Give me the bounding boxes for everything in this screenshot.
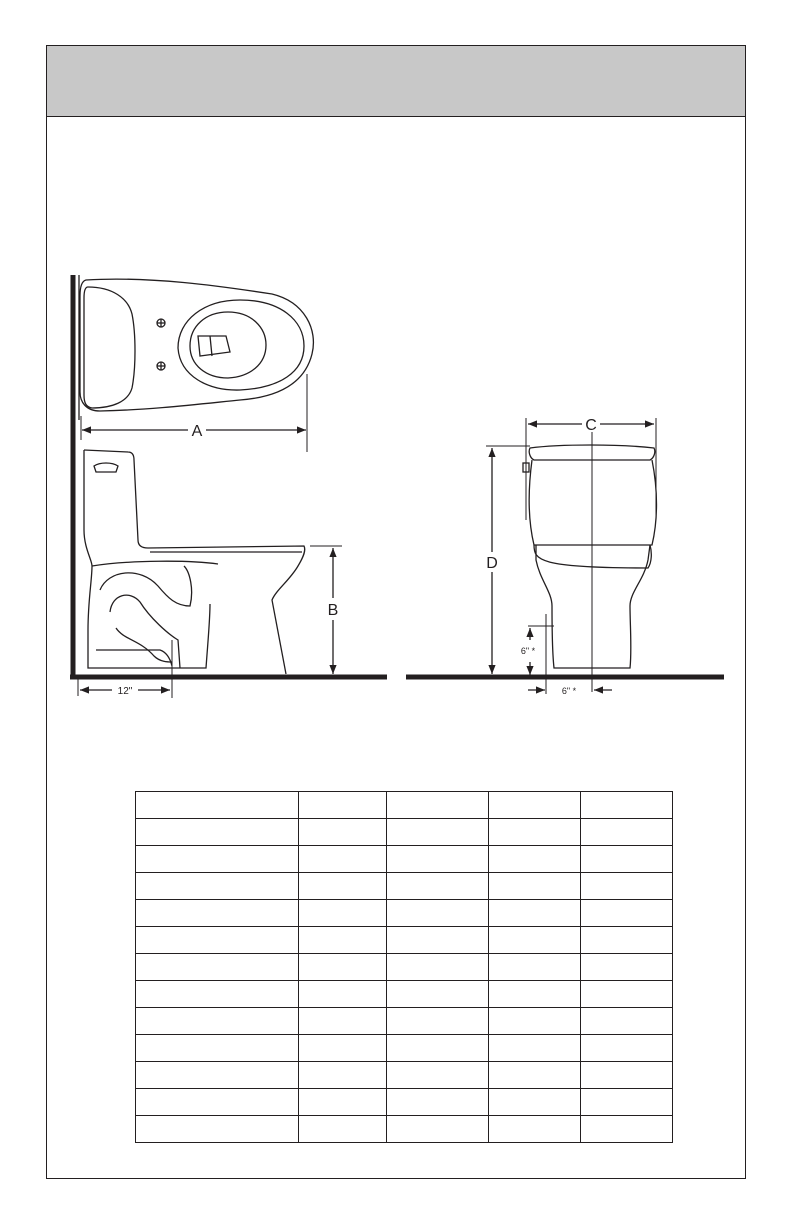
table-cell [387,1062,489,1089]
table-cell [387,846,489,873]
table-cell [581,819,673,846]
table-cell [136,792,299,819]
tank-front [529,460,656,545]
table-cell [136,927,299,954]
table-cell [387,900,489,927]
table-cell [136,1035,299,1062]
table-cell [299,981,387,1008]
flush-lever-icon [94,463,118,472]
table-row [136,792,673,819]
table-cell [581,1116,673,1143]
table-cell [387,1035,489,1062]
table-cell [489,1035,581,1062]
table-cell [136,900,299,927]
trapway-upper [100,566,192,606]
table-cell [489,900,581,927]
table-cell [581,954,673,981]
table-cell [136,846,299,873]
table-cell [299,1089,387,1116]
table-cell [489,954,581,981]
table-cell [299,846,387,873]
table-cell [299,792,387,819]
rough-in-label: 12" [117,686,133,697]
side-offset-label: 6" * [561,686,577,696]
table-cell [299,927,387,954]
table-row [136,873,673,900]
table-row [136,1035,673,1062]
table-cell [489,819,581,846]
table-cell [387,1089,489,1116]
table-cell [489,981,581,1008]
table-cell [299,954,387,981]
table-cell [299,1062,387,1089]
table-cell [136,954,299,981]
table-cell [489,1062,581,1089]
front-view [406,418,724,694]
table-cell [489,1089,581,1116]
table-cell [387,927,489,954]
tank-top [84,287,135,408]
table-cell [581,846,673,873]
table-cell [581,1008,673,1035]
table-row [136,846,673,873]
table-cell [299,900,387,927]
dimension-b-label: B [327,602,339,619]
toilet-base-side [84,450,210,668]
table-row [136,1116,673,1143]
side-view [70,420,387,698]
table-cell [489,792,581,819]
table-cell [489,1116,581,1143]
table-cell [489,1008,581,1035]
table-cell [489,873,581,900]
table-cell [581,1035,673,1062]
table-row [136,1062,673,1089]
table-cell [489,927,581,954]
table-row [136,954,673,981]
table-cell [387,1116,489,1143]
table-cell [581,873,673,900]
table-cell [581,1089,673,1116]
floor-offset-label: 6" * [520,646,536,656]
table-cell [136,981,299,1008]
table-cell [136,1008,299,1035]
table-row [136,819,673,846]
table-cell [387,792,489,819]
table-row [136,927,673,954]
dimension-d-label: D [486,555,498,572]
table-cell [581,981,673,1008]
table-cell [136,1062,299,1089]
table-cell [299,1008,387,1035]
dimension-c-label: C [585,417,597,434]
table-cell [387,1008,489,1035]
table-cell [387,981,489,1008]
toilet-top-outline [80,279,313,411]
table-cell [387,819,489,846]
table-cell [387,954,489,981]
table-cell [299,1035,387,1062]
table-cell [136,1089,299,1116]
table-cell [299,819,387,846]
table-cell [581,927,673,954]
table-row [136,981,673,1008]
table-cell [581,1062,673,1089]
table-row [136,1089,673,1116]
table-row [136,1008,673,1035]
table-cell [581,900,673,927]
trapway-lower [110,595,180,668]
table-row [136,900,673,927]
table-cell [387,873,489,900]
table-cell [489,846,581,873]
specifications-table [135,791,673,1143]
drain-opening [198,336,230,356]
table-cell [299,873,387,900]
top-view [73,275,313,675]
table-cell [136,819,299,846]
table-cell [136,1116,299,1143]
table-cell [581,792,673,819]
table-cell [299,1116,387,1143]
dimension-a-label: A [191,423,203,440]
table-cell [136,873,299,900]
